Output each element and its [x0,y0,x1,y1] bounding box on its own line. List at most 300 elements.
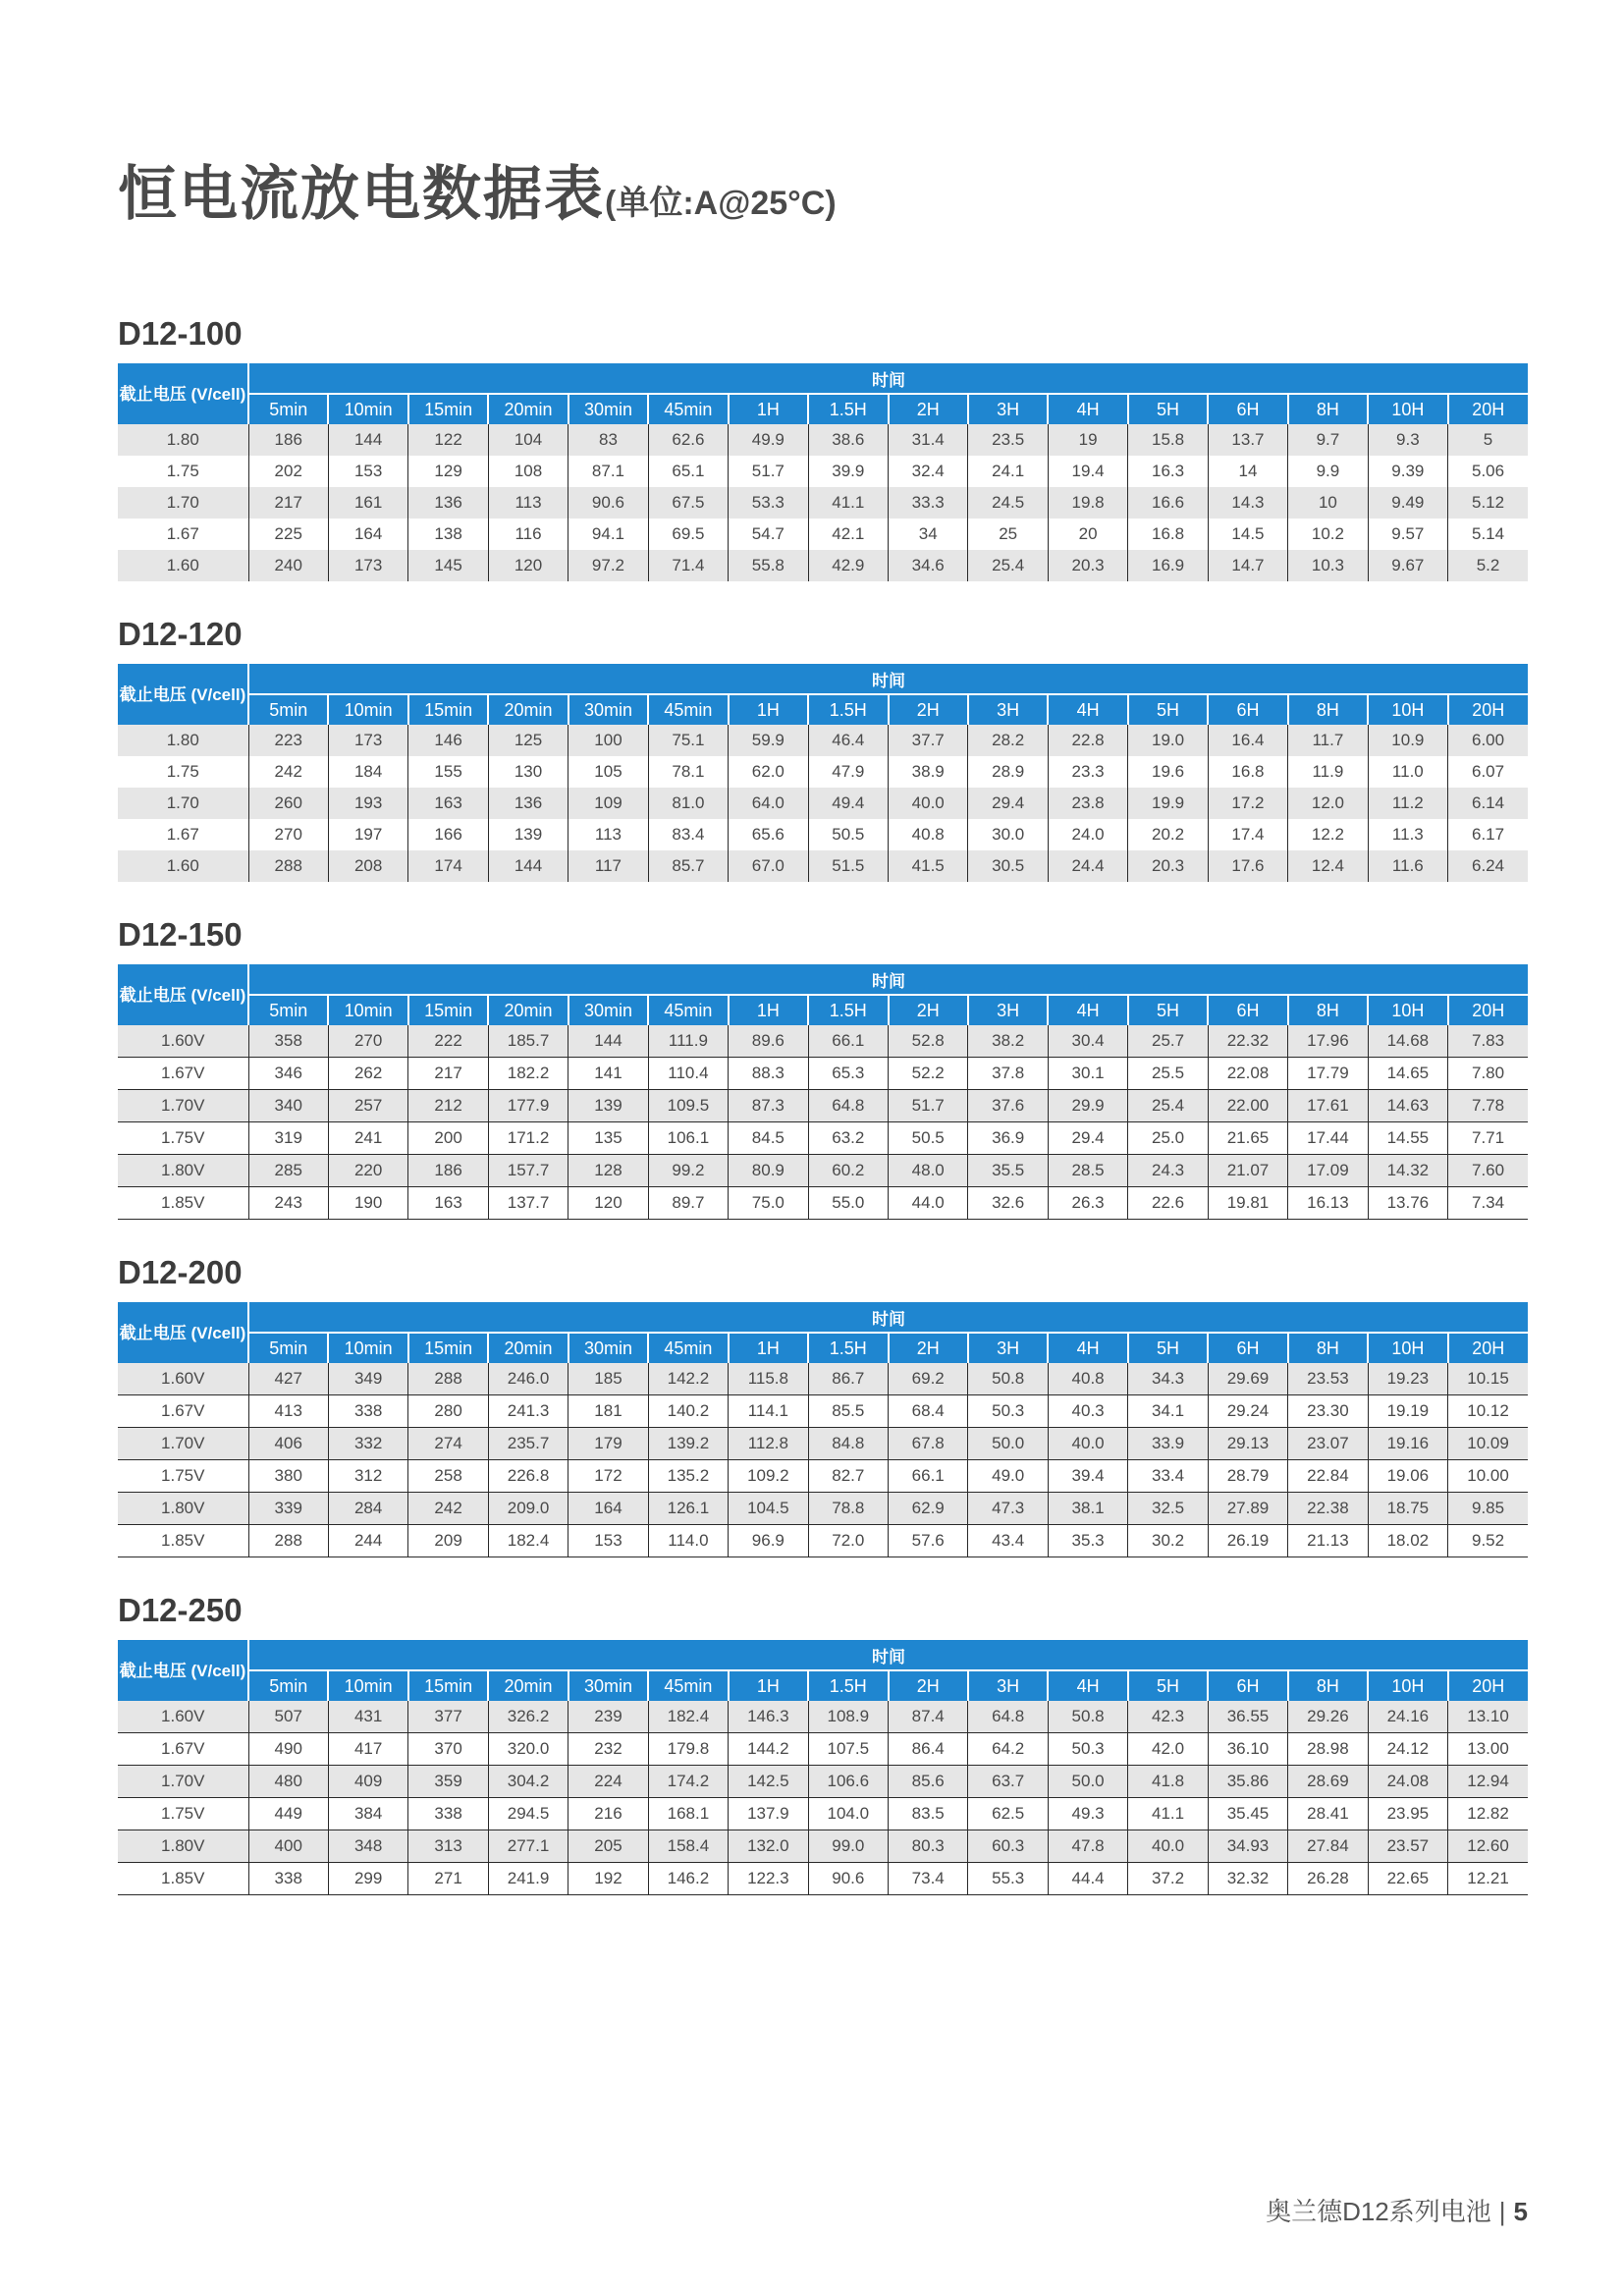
column-header: 2H [889,694,968,725]
table-row [118,1863,1528,1895]
current-cell: 7.80 [1448,1058,1528,1090]
table-heading: D12-100 [118,315,243,352]
voltage-cell: 1.67V [118,1058,248,1090]
current-cell: 30.4 [1048,1025,1127,1058]
current-cell: 14.63 [1368,1090,1447,1122]
table-section-d12-100 [118,314,1528,581]
column-header: 3H [968,1670,1048,1701]
current-cell: 7.60 [1448,1155,1528,1187]
table-row [118,1090,1528,1122]
current-cell: 12.94 [1448,1766,1528,1798]
current-cell: 5.12 [1448,487,1528,519]
voltage-column-header: 截止电压 (V/cell) [118,964,248,1025]
column-header: 5H [1128,995,1208,1025]
voltage-cell: 1.85V [118,1525,248,1557]
voltage-cell: 1.75 [118,756,248,788]
current-cell: 135 [568,1122,648,1155]
current-cell: 294.5 [488,1798,568,1830]
current-cell: 19.23 [1368,1363,1447,1395]
current-cell: 23.57 [1368,1830,1447,1863]
column-header: 30min [568,1670,648,1701]
current-cell: 222 [408,1025,488,1058]
voltage-cell: 1.85V [118,1187,248,1220]
current-cell: 46.4 [808,725,888,756]
current-cell: 182.4 [488,1525,568,1557]
current-cell: 25.5 [1128,1058,1208,1090]
table-row [118,1428,1528,1460]
current-cell: 413 [248,1395,328,1428]
current-cell: 75.1 [648,725,728,756]
current-cell: 270 [328,1025,407,1058]
column-header: 3H [968,394,1048,424]
current-cell: 11.0 [1368,756,1447,788]
column-header: 2H [889,995,968,1025]
current-cell: 67.5 [648,487,728,519]
column-header: 20H [1448,394,1528,424]
current-cell: 155 [408,756,488,788]
current-cell: 14.55 [1368,1122,1447,1155]
current-cell: 11.3 [1368,819,1447,850]
current-cell: 11.2 [1368,788,1447,819]
current-cell: 377 [408,1701,488,1733]
table-row [118,1395,1528,1428]
current-cell: 135.2 [648,1460,728,1493]
table-row [118,1798,1528,1830]
voltage-column-header: 截止电压 (V/cell) [118,1302,248,1363]
current-cell: 13.00 [1448,1733,1528,1766]
current-cell: 359 [408,1766,488,1798]
column-header: 8H [1288,694,1368,725]
current-cell: 48.0 [889,1155,968,1187]
column-header: 6H [1208,394,1287,424]
current-cell: 24.5 [968,487,1048,519]
current-cell: 78.1 [648,756,728,788]
current-cell: 139 [568,1090,648,1122]
column-header: 10H [1368,1333,1447,1363]
current-cell: 17.96 [1288,1025,1368,1058]
current-cell: 326.2 [488,1701,568,1733]
current-cell: 37.7 [889,725,968,756]
current-cell: 137.7 [488,1187,568,1220]
current-cell: 80.9 [729,1155,808,1187]
current-cell: 117 [568,850,648,882]
current-cell: 11.7 [1288,725,1368,756]
current-cell: 240 [248,550,328,581]
current-cell: 16.13 [1288,1187,1368,1220]
current-cell: 28.98 [1288,1733,1368,1766]
current-cell: 223 [248,725,328,756]
column-header: 20H [1448,995,1528,1025]
current-cell: 13.76 [1368,1187,1447,1220]
current-cell: 83 [568,424,648,456]
current-cell: 51.7 [729,456,808,487]
page-number: 5 [1513,2197,1528,2226]
current-cell: 26.28 [1288,1863,1368,1895]
current-cell: 5.06 [1448,456,1528,487]
current-cell: 38.9 [889,756,968,788]
current-cell: 23.95 [1368,1798,1447,1830]
current-cell: 30.5 [968,850,1048,882]
discharge-table [118,363,1528,581]
current-cell: 22.00 [1208,1090,1287,1122]
time-group-header: 时间 [248,1640,1528,1670]
column-header: 1.5H [808,1333,888,1363]
current-cell: 63.7 [968,1766,1048,1798]
current-cell: 21.13 [1288,1525,1368,1557]
current-cell: 49.9 [729,424,808,456]
column-header: 1.5H [808,995,888,1025]
current-cell: 39.9 [808,456,888,487]
current-cell: 29.4 [968,788,1048,819]
column-header: 20H [1448,694,1528,725]
current-cell: 182.4 [648,1701,728,1733]
current-cell: 349 [328,1363,407,1395]
current-cell: 87.3 [729,1090,808,1122]
current-cell: 41.1 [1128,1798,1208,1830]
current-cell: 348 [328,1830,407,1863]
table-row [118,788,1528,819]
column-header: 5min [248,1670,328,1701]
current-cell: 100 [568,725,648,756]
discharge-table [118,1302,1528,1557]
current-cell: 339 [248,1493,328,1525]
table-row [118,1525,1528,1557]
column-header: 2H [889,394,968,424]
current-cell: 161 [328,487,407,519]
current-cell: 179.8 [648,1733,728,1766]
current-cell: 30.2 [1128,1525,1208,1557]
current-cell: 18.75 [1368,1493,1447,1525]
voltage-cell: 1.75 [118,456,248,487]
voltage-cell: 1.80 [118,424,248,456]
column-header: 20H [1448,1670,1528,1701]
current-cell: 66.1 [889,1460,968,1493]
current-cell: 19.0 [1128,725,1208,756]
current-cell: 6.07 [1448,756,1528,788]
current-cell: 136 [488,788,568,819]
current-cell: 42.0 [1128,1733,1208,1766]
current-cell: 232 [568,1733,648,1766]
current-cell: 142.5 [729,1766,808,1798]
column-header: 4H [1048,394,1127,424]
current-cell: 332 [328,1428,407,1460]
current-cell: 193 [328,788,407,819]
current-cell: 449 [248,1798,328,1830]
current-cell: 40.3 [1048,1395,1127,1428]
current-cell: 50.5 [889,1122,968,1155]
current-cell: 20.2 [1128,819,1208,850]
current-cell: 319 [248,1122,328,1155]
voltage-cell: 1.67 [118,519,248,550]
current-cell: 17.09 [1288,1155,1368,1187]
current-cell: 36.9 [968,1122,1048,1155]
table-section-d12-200 [118,1253,1528,1557]
current-cell: 10.2 [1288,519,1368,550]
current-cell: 10.12 [1448,1395,1528,1428]
column-header: 15min [408,1333,488,1363]
current-cell: 17.4 [1208,819,1287,850]
current-cell: 10.09 [1448,1428,1528,1460]
column-header: 5min [248,394,328,424]
discharge-table [118,664,1528,882]
current-cell: 13.7 [1208,424,1287,456]
current-cell: 21.65 [1208,1122,1287,1155]
current-cell: 16.4 [1208,725,1287,756]
current-cell: 25.4 [968,550,1048,581]
column-header: 45min [648,1670,728,1701]
current-cell: 27.84 [1288,1830,1368,1863]
current-cell: 185.7 [488,1025,568,1058]
current-cell: 171.2 [488,1122,568,1155]
current-cell: 62.0 [729,756,808,788]
current-cell: 14.5 [1208,519,1287,550]
column-header: 6H [1208,694,1287,725]
current-cell: 54.7 [729,519,808,550]
current-cell: 42.3 [1128,1701,1208,1733]
current-cell: 89.7 [648,1187,728,1220]
current-cell: 67.0 [729,850,808,882]
current-cell: 406 [248,1428,328,1460]
current-cell: 26.3 [1048,1187,1127,1220]
column-header: 45min [648,995,728,1025]
current-cell: 288 [248,1525,328,1557]
current-cell: 84.5 [729,1122,808,1155]
current-cell: 120 [488,550,568,581]
current-cell: 109.2 [729,1460,808,1493]
column-header: 5min [248,1333,328,1363]
column-header: 4H [1048,995,1127,1025]
current-cell: 146 [408,725,488,756]
table-section-d12-250 [118,1591,1528,1895]
current-cell: 16.8 [1208,756,1287,788]
current-cell: 65.1 [648,456,728,487]
current-cell: 37.6 [968,1090,1048,1122]
current-cell: 66.1 [808,1025,888,1058]
current-cell: 431 [328,1701,407,1733]
current-cell: 43.4 [968,1525,1048,1557]
voltage-cell: 1.60 [118,550,248,581]
current-cell: 22.08 [1208,1058,1287,1090]
current-cell: 31.4 [889,424,968,456]
current-cell: 129 [408,456,488,487]
voltage-cell: 1.75V [118,1460,248,1493]
column-header: 1H [729,694,808,725]
current-cell: 12.82 [1448,1798,1528,1830]
current-cell: 81.0 [648,788,728,819]
current-cell: 507 [248,1701,328,1733]
column-header: 1.5H [808,1670,888,1701]
current-cell: 380 [248,1460,328,1493]
current-cell: 55.3 [968,1863,1048,1895]
current-cell: 179 [568,1428,648,1460]
current-cell: 23.07 [1288,1428,1368,1460]
column-header: 5H [1128,1670,1208,1701]
column-header: 5H [1128,394,1208,424]
current-cell: 23.5 [968,424,1048,456]
current-cell: 78.8 [808,1493,888,1525]
current-cell: 15.8 [1128,424,1208,456]
column-header: 4H [1048,1333,1127,1363]
current-cell: 20.3 [1048,550,1127,581]
current-cell: 340 [248,1090,328,1122]
current-cell: 19.6 [1128,756,1208,788]
current-cell: 11.6 [1368,850,1447,882]
current-cell: 141 [568,1058,648,1090]
time-group-header: 时间 [248,1302,1528,1333]
current-cell: 168.1 [648,1798,728,1830]
current-cell: 220 [328,1155,407,1187]
current-cell: 153 [328,456,407,487]
current-cell: 23.3 [1048,756,1127,788]
voltage-cell: 1.70V [118,1090,248,1122]
current-cell: 409 [328,1766,407,1798]
data-sections [118,314,1528,1929]
current-cell: 6.14 [1448,788,1528,819]
current-cell: 65.6 [729,819,808,850]
table-row [118,487,1528,519]
current-cell: 132.0 [729,1830,808,1863]
column-header: 10min [328,694,407,725]
table-row [118,424,1528,456]
current-cell: 62.5 [968,1798,1048,1830]
current-cell: 417 [328,1733,407,1766]
current-cell: 113 [488,487,568,519]
column-header: 30min [568,1333,648,1363]
current-cell: 17.44 [1288,1122,1368,1155]
column-header: 2H [889,1670,968,1701]
current-cell: 163 [408,788,488,819]
column-header: 1H [729,394,808,424]
current-cell: 47.8 [1048,1830,1127,1863]
column-header: 8H [1288,1670,1368,1701]
current-cell: 144 [488,850,568,882]
current-cell: 5.14 [1448,519,1528,550]
current-cell: 39.4 [1048,1460,1127,1493]
voltage-column-header: 截止电压 (V/cell) [118,664,248,725]
current-cell: 40.8 [1048,1363,1127,1395]
current-cell: 60.2 [808,1155,888,1187]
current-cell: 41.8 [1128,1766,1208,1798]
current-cell: 128 [568,1155,648,1187]
current-cell: 25 [968,519,1048,550]
voltage-cell: 1.85V [118,1863,248,1895]
current-cell: 19.8 [1048,487,1127,519]
current-cell: 384 [328,1798,407,1830]
current-cell: 19.16 [1368,1428,1447,1460]
current-cell: 19.81 [1208,1187,1287,1220]
current-cell: 17.6 [1208,850,1287,882]
discharge-table [118,1640,1528,1895]
column-header: 30min [568,394,648,424]
table-row [118,1733,1528,1766]
table-row [118,456,1528,487]
current-cell: 90.6 [568,487,648,519]
column-header: 45min [648,394,728,424]
current-cell: 23.8 [1048,788,1127,819]
current-cell: 9.49 [1368,487,1447,519]
current-cell: 242 [408,1493,488,1525]
current-cell: 60.3 [968,1830,1048,1863]
table-row [118,1058,1528,1090]
current-cell: 104.0 [808,1798,888,1830]
voltage-cell: 1.80V [118,1830,248,1863]
current-cell: 208 [328,850,407,882]
column-header: 20min [488,1333,568,1363]
current-cell: 64.8 [808,1090,888,1122]
current-cell: 346 [248,1058,328,1090]
current-cell: 166 [408,819,488,850]
table-heading: D12-200 [118,1254,243,1290]
current-cell: 6.24 [1448,850,1528,882]
column-header: 1H [729,995,808,1025]
voltage-cell: 1.70 [118,788,248,819]
current-cell: 28.2 [968,725,1048,756]
current-cell: 88.3 [729,1058,808,1090]
current-cell: 44.0 [889,1187,968,1220]
current-cell: 241 [328,1122,407,1155]
current-cell: 10.15 [1448,1363,1528,1395]
current-cell: 23.53 [1288,1363,1368,1395]
current-cell: 10.00 [1448,1460,1528,1493]
current-cell: 34.6 [889,550,968,581]
current-cell: 28.79 [1208,1460,1287,1493]
current-cell: 20.3 [1128,850,1208,882]
current-cell: 304.2 [488,1766,568,1798]
current-cell: 50.8 [968,1363,1048,1395]
voltage-cell: 1.70V [118,1766,248,1798]
table-row [118,756,1528,788]
voltage-cell: 1.60V [118,1025,248,1058]
time-group-header: 时间 [248,363,1528,394]
voltage-cell: 1.67 [118,819,248,850]
current-cell: 85.6 [889,1766,968,1798]
current-cell: 120 [568,1187,648,1220]
column-header: 4H [1048,1670,1127,1701]
current-cell: 34.1 [1128,1395,1208,1428]
current-cell: 22.65 [1368,1863,1447,1895]
table-row [118,1830,1528,1863]
current-cell: 86.4 [889,1733,968,1766]
current-cell: 5.2 [1448,550,1528,581]
current-cell: 19.9 [1128,788,1208,819]
page-title [118,147,837,232]
current-cell: 97.2 [568,550,648,581]
current-cell: 35.3 [1048,1525,1127,1557]
current-cell: 173 [328,550,407,581]
current-cell: 34 [889,519,968,550]
current-cell: 52.2 [889,1058,968,1090]
current-cell: 63.2 [808,1122,888,1155]
current-cell: 112.8 [729,1428,808,1460]
current-cell: 173 [328,725,407,756]
table-row [118,1155,1528,1187]
current-cell: 52.8 [889,1025,968,1058]
current-cell: 21.07 [1208,1155,1287,1187]
current-cell: 142.2 [648,1363,728,1395]
current-cell: 96.9 [729,1525,808,1557]
voltage-cell: 1.80V [118,1493,248,1525]
current-cell: 9.3 [1368,424,1447,456]
current-cell: 174.2 [648,1766,728,1798]
current-cell: 158.4 [648,1830,728,1863]
current-cell: 239 [568,1701,648,1733]
current-cell: 14.3 [1208,487,1287,519]
column-header: 10min [328,394,407,424]
current-cell: 33.4 [1128,1460,1208,1493]
current-cell: 277.1 [488,1830,568,1863]
current-cell: 186 [248,424,328,456]
voltage-cell: 1.80V [118,1155,248,1187]
